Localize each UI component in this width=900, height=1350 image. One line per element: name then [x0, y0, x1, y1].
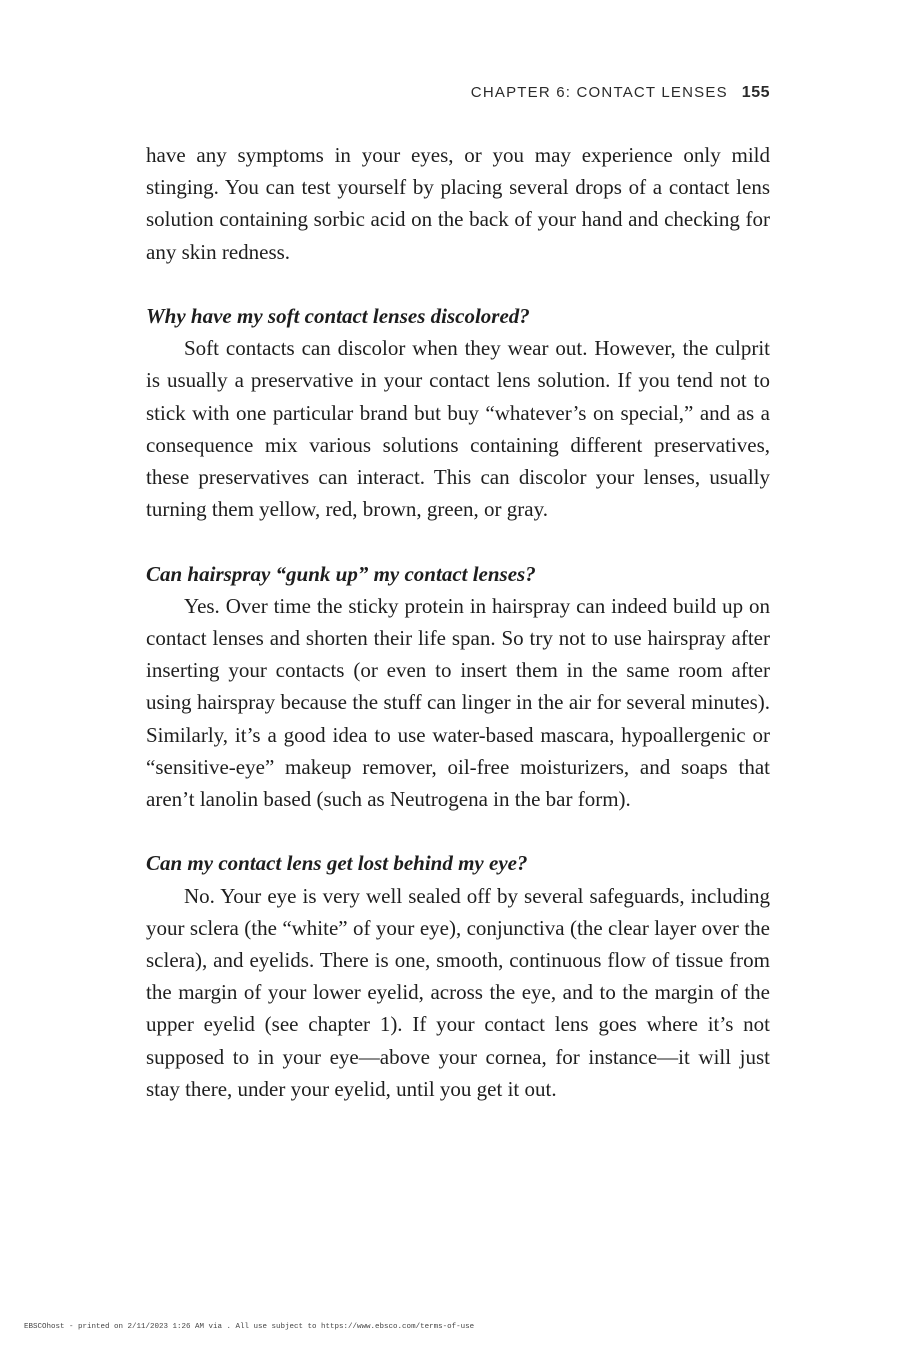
- question-heading-discolored: Why have my soft contact lenses discolored?: [146, 304, 530, 328]
- running-header: [471, 84, 770, 102]
- question-heading-hairspray: Can hairspray “gunk up” my contact lenses?: [146, 561, 536, 586]
- answer-paragraph-discolored: Soft contacts can discolor when they wear out. However, the culprit is usually a preservative in your contact lens solution. If you tend not to stick with one particular brand but buy “whatever’s on special,” and as a consequence mix various solutions containing different preservatives, these preservatives can interact. This can discolor your lenses, usually turning them yellow, red, brown, green, or gray.: [146, 336, 770, 522]
- page-number: 155: [741, 84, 770, 101]
- page-body: [146, 139, 770, 1105]
- print-footer: EBSCOhost - printed on 2/11/2023 1:26 AM via . All use subject to https://www.ebsco.com/terms-of-use: [24, 1323, 475, 1331]
- continued-paragraph: have any symptoms in your eyes, or you may experience only mild stinging. You can test yourself by placing several drops of a contact lens solution containing sorbic acid on the back of your hand and checking for any skin redness.: [146, 143, 770, 264]
- question-heading-lost-lens: Can my contact lens get lost behind my eye?: [146, 851, 528, 876]
- chapter-title: CHAPTER 6: CONTACT LENSES: [470, 84, 728, 101]
- answer-paragraph-lost-lens: No. Your eye is very well sealed off by several safeguards, including your sclera (the “white” of your eye), conjunctiva (the clear layer over the sclera), and eyelids. There is one, smooth, continuous flow of tissue from the margin of your lower eyelid, across the eye, and to the margin of the upper eyelid (see chapter 1). If your contact lens goes where it’s not supposed to in your eye—above your cornea, for instance—it will just stay there, under your eyelid, until you get it out.: [146, 883, 770, 1101]
- answer-paragraph-hairspray: Yes. Over time the sticky protein in hairspray can indeed build up on contact lenses and shorten their life span. So try not to use hairspray after inserting your contacts (or even to insert them in the same room after using hairspray because the stuff can linger in the air for several minutes). Similarly, it’s a good idea to use water-based mascara, hypoallergenic or “sensitive-eye” makeup remover, oil-free moisturizers, and soaps that aren’t lanolin based (such as Neutrogena in the bar form).: [146, 593, 770, 812]
